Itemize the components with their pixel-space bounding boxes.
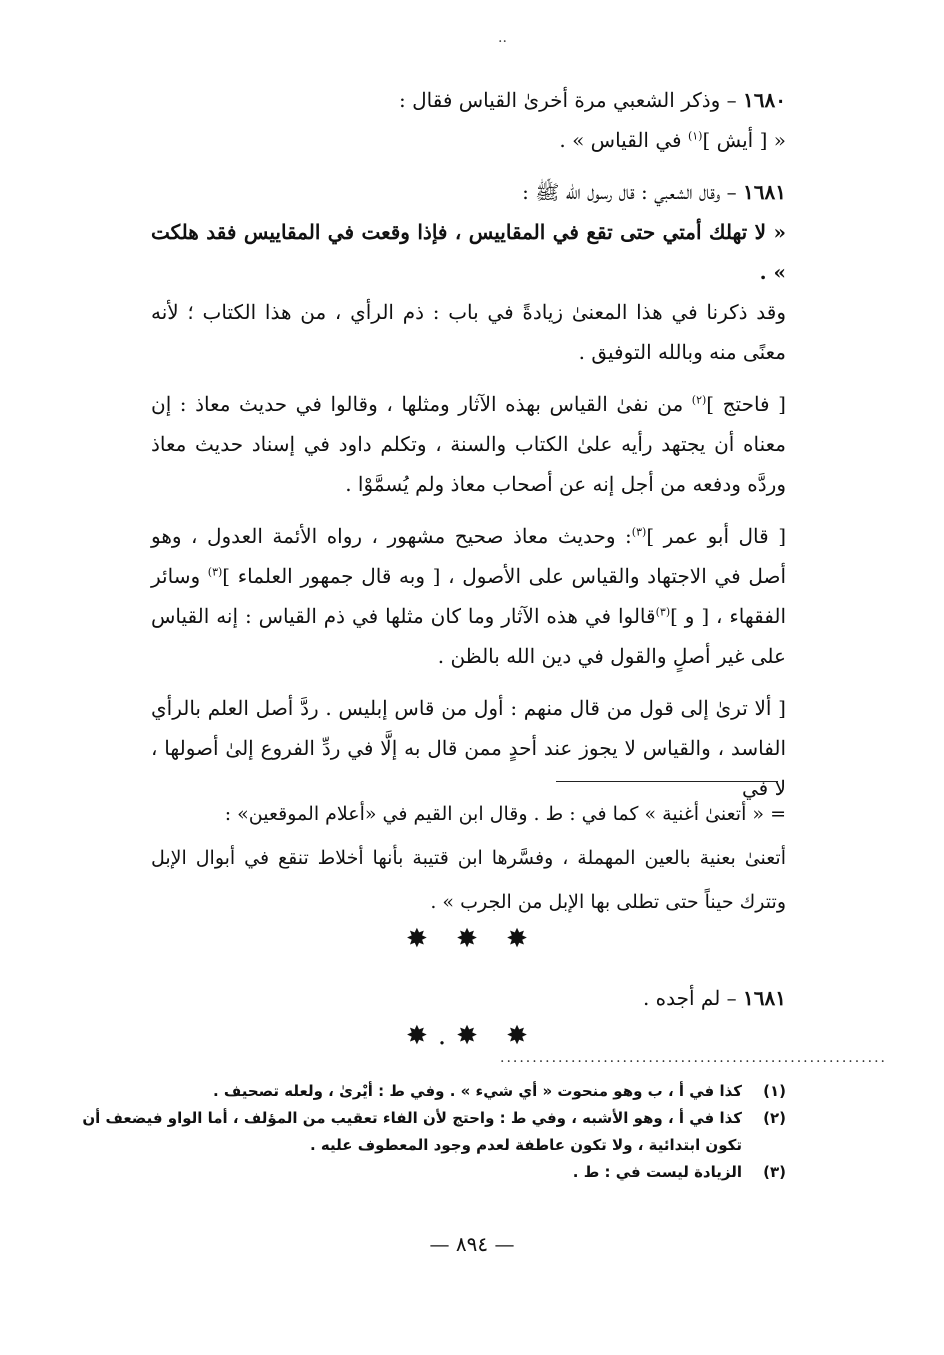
paragraph-ala-tara: [ ألا ترىٰ إلى قول من قال منهم : أول من قاس إبليس . ردَّ أصل العلم بالرأي الفاسد ، والقياس لا يجوز عند أحدٍ ممن قال به إلَّا في ردِّ الفروع إلىٰ أصولها ، لا في	[151, 696, 786, 800]
paragraph-text: وسائر الفقهاء ، [ و ]	[151, 564, 787, 628]
footnote-text: كذا في أ ، وهو الأشبه ، وفي ط : واحتج لأن الفاء تعقيب من المؤلف ، أما الواو فيضعف أن تكون ابتدائية ، ولا تكون عاطفة لعدم وجود المعطوف عليه .	[82, 1109, 742, 1154]
footnote-ref: (٣)	[655, 605, 671, 619]
paragraph-text: : وحديث معاذ صحيح مشهور ، رواه الأئمة العدول ، وهو أصل في الاجتهاد والقياس على الأصول ، [ وبه قال جمهور العلماء ]	[151, 524, 786, 588]
paragraph-fahtajja	[151, 384, 786, 504]
paragraph-abu-omar	[151, 516, 786, 676]
entry-text: – وقال الشعبي : قال رسول الله ﷺ :	[522, 180, 744, 204]
dotted-divider: ............................................................	[500, 1050, 888, 1066]
footnote-number: (٣)	[763, 1163, 786, 1181]
quote-text: في القياس » .	[559, 128, 688, 152]
footnote-divider	[556, 781, 778, 782]
footnote-text: كذا في أ ، ب وهو منحوت « أي شيء » . وفي ط : أيْرىٰ ، ولعله تصحيف .	[212, 1082, 742, 1100]
footnote-cont-line2: أتعنىٰ بعنية بالعين المهملة ، وفسَّرها ابن قتيبة بأنها أخلاط تنقع في أبوال الإبل وتترك حيناً حتى تطلى بها الإبل من الجرب » .	[151, 847, 786, 913]
footnote-text: الزيادة ليست في : ط .	[572, 1163, 742, 1181]
section-separator-stars: ✸ ✸ ✸	[406, 924, 538, 954]
entry-1680-line1	[151, 80, 786, 120]
page-number: — ٨٩٤ —	[429, 1232, 515, 1256]
paragraph-mention: وقد ذكرنا في هذا المعنىٰ زيادةً في باب : ذم الرأي ، من هذا الكتاب ؛ لأنه معنًى منه وبالله التوفيق .	[151, 300, 786, 364]
footnote-number: (٢)	[763, 1109, 786, 1127]
entry-number: ١٦٨١	[743, 180, 786, 204]
footnote-number: (١)	[763, 1082, 786, 1100]
footnote-continuation	[151, 792, 786, 924]
footnote-ref: (١)	[687, 129, 703, 143]
takhrij-entry	[151, 978, 786, 1018]
entry-text: – وذكر الشعبي مرة أخرىٰ القياس فقال :	[399, 88, 744, 112]
entry-1681-intro	[151, 172, 786, 212]
footnote-item	[76, 1078, 786, 1105]
footnotes-list	[76, 1078, 786, 1186]
footnote-ref: (٢)	[691, 393, 707, 407]
section-separator-stars: ✸.✸ ✸	[406, 1021, 538, 1051]
top-mark: ..	[498, 30, 507, 46]
entry-text: – لم أجده .	[642, 986, 744, 1010]
paragraph-text: [ قال أبو عمر ]	[646, 524, 786, 548]
paragraph-text: [ فاحتج ]	[706, 392, 786, 416]
entry-number: ١٦٨٠	[743, 88, 786, 112]
hadith-text: « لا تهلك أمتي حتى تقع في المقاييس ، فإذا وقعت في المقاييس فقد هلكت » .	[151, 220, 786, 284]
paragraph-text: قالوا في هذه الآثار وما كان مثلها في ذم القياس : إنه القياس على غير أصلٍ والقول في دين الله بالظن .	[151, 604, 786, 668]
quote-text: « [ أيش ]	[702, 128, 786, 152]
footnote-item	[76, 1159, 786, 1186]
entry-1680-line2	[151, 120, 786, 160]
entry-number: ١٦٨١	[743, 986, 786, 1010]
main-text	[151, 80, 786, 808]
footnote-ref: (٣)	[207, 565, 223, 579]
footnote-item	[76, 1105, 786, 1159]
paragraph-text: من نفىٰ القياس بهذه الآثار ومثلها ، وقالوا في حديث معاذ : إن معناه أن يجتهد رأيه علىٰ الكتاب والسنة ، وتكلم داود في إسناد حديث معاذ وردَّه ودفعه من أجل إنه عن أصحاب معاذ ولم يُسمَّوْا .	[151, 392, 786, 496]
footnote-ref: (٣)	[631, 525, 647, 539]
footnote-cont-line1: = « أتعنىٰ أغنية » كما في : ط . وقال ابن القيم في «أعلام الموقعين» :	[224, 803, 786, 825]
